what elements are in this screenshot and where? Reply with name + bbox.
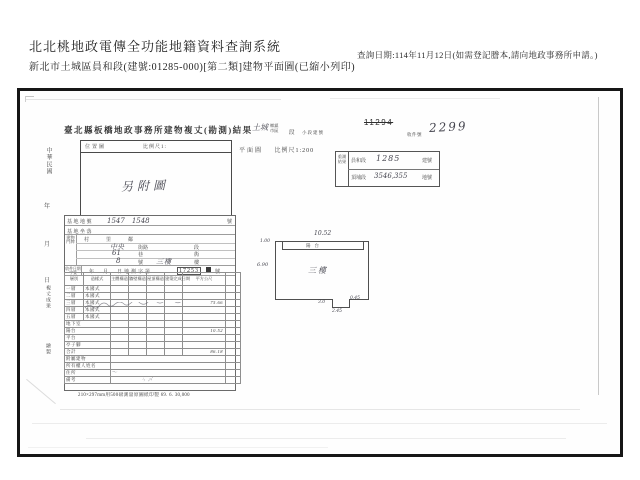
row-area [183,293,226,300]
table-row [65,363,241,370]
col-header-style: 造樣式 [84,273,111,286]
location-map-handwritten-note: 另附圖 [120,178,170,194]
balcony-label: 陽台 [306,243,323,248]
receipt-number-handwritten: 2299 [428,119,468,135]
row-label: 陽台 [65,328,111,335]
table-row [65,349,241,356]
table-row [65,321,241,328]
street-name-handwritten: 中央 [110,242,124,251]
row-style: 本國式 [84,314,111,321]
receipt-stub-line1: 收件日期 [65,266,81,271]
row-label: 一層 [65,286,84,293]
section-label: 段 [289,130,295,136]
receipt-stub-line2: 字號 [69,271,77,276]
dim-bottom-center: 2.45 [332,309,343,314]
row-style: 本國式 [84,307,111,314]
door-row-number [76,258,235,266]
resurvey-box-label: 重測結果 [336,152,349,186]
scan-artifact-line [32,423,607,424]
document-subtitle: 新北市土城區員和段(建號:01285-000)[第二類]建物平面圖(已縮小列印) [29,62,356,73]
row-label: 地下室 [65,321,111,328]
scan-artifact-line [86,438,566,439]
resurvey-row-building [348,152,439,170]
margin-label-month: 月 [44,242,52,248]
margin-label-era: 中華民國 [45,147,51,175]
street-section-label: 段 [194,245,200,251]
row-area: 10.52 [183,328,226,335]
handwritten-mark: 〜 [111,369,118,376]
scan-artifact-fold [26,379,56,404]
margin-label-year: 年 [44,204,52,210]
row-label: 平台 [65,335,111,342]
row-label: 四層 [65,307,84,314]
col-header-main-structure: 主體構造 [111,273,129,286]
balcony-strip [282,242,364,250]
site-location-label: 基地坐落 [67,229,94,235]
scan-artifact-line [26,99,281,100]
floor-handwritten: 三樓 [156,257,172,266]
door-number-handwritten: 8 [116,256,121,265]
township-handwritten: 土城 [252,123,268,132]
row-label: 備考 [65,377,111,384]
row-label: 二層 [65,293,84,300]
dim-bottom-left: 3.0 [318,300,326,305]
col-header-blank [226,273,241,286]
door-number-label: 號 [138,260,144,266]
print-note: 210×297mm用500磅測量原圖紙印製 69. 6. 30,000 [78,393,190,398]
form-title: 臺北縣板橋地政事務所建物複丈(勘測)結果 [64,125,253,135]
plan-scale-value: 比例尺1:200 [274,148,315,154]
plan-label: 平面圖 [239,148,264,154]
table-row [65,356,241,363]
row-area [183,314,226,321]
col-header-floor: 層別 [65,273,84,286]
col-header-area-sqm: 平方公尺 [183,273,226,286]
receipt-stamp-number: 17253 [179,267,199,274]
table-row [65,293,241,300]
dim-top: 10.52 [314,230,332,237]
col-header-roof: 屋頂構造 [147,273,165,286]
row-label: 附屬建物 [65,356,111,363]
village-labels: 村 里 鄰 [84,238,140,243]
table-row [65,335,241,342]
handwritten-scribble [83,302,193,311]
scanned-document [17,88,623,457]
site-location-row [65,226,235,235]
receipt-prefix: 年 月 日地測字第 [89,270,153,275]
room-label: 三樓 [308,266,328,275]
table-row [65,328,241,335]
location-map-header [81,141,231,153]
table-row [65,286,241,293]
location-map-scale: 比例尺1: [143,145,167,150]
resurvey-land-section: 頂埔段 [351,176,367,181]
lane-number-handwritten: 61 [112,249,121,257]
resurvey-section-name: 員和段 [351,159,367,164]
receipt-suffix: 號 [215,270,221,275]
site-lot-unit: 號 [226,220,232,225]
site-lot-value: 1547 1548 [107,217,150,225]
row-area [183,335,226,342]
scan-artifact-line [60,409,580,410]
scan-artifact-line [330,98,500,99]
floor-label: 樓 [194,260,200,266]
location-map-box [80,140,232,216]
table-row [65,370,241,377]
floor-plan [257,230,369,314]
row-style: 本國式 [84,286,111,293]
site-lot-row [65,216,235,226]
dim-bottom-right: 0.45 [350,296,361,301]
handwritten-mark: ㄣ 〆 [141,377,153,383]
margin-label-drawn: 繪製 [45,343,50,355]
scan-artifact-line [598,97,599,395]
table-row [65,377,241,384]
form-fields [64,215,236,391]
scan-artifact-line [28,447,328,448]
door-plate-stub: 建物門牌 [65,235,77,265]
row-label: 五層 [65,314,84,321]
system-title: 北北桃地政電傳全功能地籍資料查詢系統 [29,39,282,54]
dim-top-left: 1.00 [260,239,271,244]
col-header-completion-date: 建築完成日期 [165,273,183,286]
alley-label: 衖 [194,253,200,258]
table-row [65,342,241,349]
margin-label-survey: 複丈成果 [45,285,50,309]
row-style: 本國式 [84,293,111,300]
receipt-number-label: 收件號 [407,132,422,137]
row-area: 86.18 [183,349,226,356]
resurvey-building-number: 1285 [376,154,401,163]
row-label: 三層 [65,300,84,307]
site-lot-label: 基地地號 [67,219,94,225]
resurvey-row-land [348,169,439,186]
area-table-header [65,273,241,286]
row-style: 本國式 [84,300,111,307]
table-row [65,314,241,321]
row-area [183,286,226,293]
margin-label-day: 日 [44,278,52,284]
row-label: 所有權人姓名 [65,363,111,370]
row-area: 75.66 [183,300,226,307]
row-label: 合計 [65,349,111,356]
row-label: 亭子腳 [65,342,111,349]
dim-left: 6.90 [257,262,269,268]
col-header-wall: 牆壁構造 [129,273,147,286]
resurvey-land-unit: 地號 [422,176,433,181]
plan-scale-line [239,145,314,154]
resurvey-land-number: 3546,355 [374,172,408,180]
street-label: 街路 [138,245,149,251]
row-area [183,342,226,349]
township-label: 鄉鎮市區 [270,123,279,134]
query-date-note: 查詢日期:114年11月12日(如需登記謄本,請向地政事務所申請。) [357,50,598,60]
scan-artifact-corner [25,96,34,102]
area-table [64,272,241,384]
floor-plan-notch [332,299,350,308]
resurvey-result-box [335,151,440,187]
lane-label: 巷 [138,253,144,258]
door-plate-block [65,235,235,266]
row-label: 住所 [65,370,111,377]
resurvey-building-unit: 建號 [422,159,433,164]
location-map-label: 位置圖 [85,145,107,150]
row-area [183,321,226,328]
subsection-label: 小段建號 [302,130,324,135]
building-number-struck: 11294 [364,118,394,127]
